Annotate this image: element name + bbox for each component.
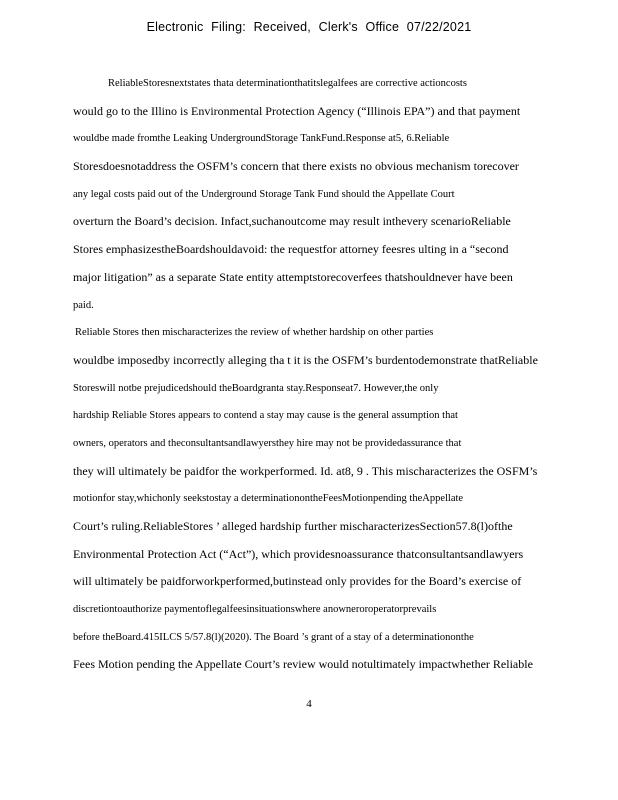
text-line-13: hardship Reliable Stores appears to contend a stay may cause is the general assumption that <box>73 410 458 422</box>
text-line-15: they will ultimately be paidfor the workperformed. Id. at8, 9 . This mischaracterizes the OSFM’s <box>73 463 538 478</box>
text-line-4: Storesdoesnotaddress the OSFM’s concern that there exists no obvious mechanism torecover <box>73 159 519 174</box>
text-line-3: wouldbe made fromthe Leaking UndergroundStorage TankFund.Response at5, 6.Reliable <box>73 133 450 145</box>
text-line-20: discretiontoauthorize paymentoflegalfeesinsituationswhere anowneroroperatorprevails <box>73 604 437 616</box>
text-line-17: Court’s ruling.ReliableStores ’ alleged hardship further mischaracterizesSection57.8(l)ofthe <box>73 519 513 533</box>
text-line-2: would go to the Illino is Environmental Protection Agency (“Illinois EPA”) and that payment <box>73 103 521 118</box>
text-line-12: Storeswill notbe prejudicedshould theBoardgranta stay.Responseat7. However,the only <box>73 382 439 394</box>
text-line-18: Environmental Protection Act (“Act”), which providesnoassurance thatconsultantsandlawyers <box>73 546 524 561</box>
text-line-1: ReliableStoresnextstates thata determinationthatitslegalfees are corrective actioncosts <box>108 78 467 89</box>
text-line-9: paid. <box>73 299 94 311</box>
text-line-5: any legal costs paid out of the Underground Storage Tank Fund should the Appellate Court <box>73 188 455 200</box>
text-line-14: owners, operators and theconsultantsandlawyersthey hire may not be providedassurance that <box>73 437 462 449</box>
text-line-7: Stores emphasizestheBoardshouldavoid: the requestfor attorney feesres ulting in a “second <box>73 242 509 257</box>
text-line-16: motionfor stay,whichonly seekstostay a determinationontheFeesMotionpending theAppellate <box>73 493 464 505</box>
page-number: 4 <box>306 698 312 710</box>
text-line-21: before theBoard.415ILCS 5/57.8(l)(2020). The Board ’s grant of a stay of a determinationonthe <box>73 631 474 643</box>
document-body <box>73 70 545 679</box>
text-line-6: overturn the Board’s decision. Infact,suchanoutcome may result inthevery scenarioReliable <box>73 214 511 229</box>
text-line-22: Fees Motion pending the Appellate Court’s review would notultimately impactwhether Reliable <box>73 657 533 672</box>
text-line-19: will ultimately be paidforworkperformed,butinstead only provides for the Board’s exercise of <box>73 574 522 589</box>
text-line-10: Reliable Stores then mischaracterizes the review of whether hardship on other parties <box>75 327 434 339</box>
e-filing-header: Electronic Filing: Received, Clerk's Office 07/22/2021 <box>146 20 472 34</box>
text-line-8: major litigation” as a separate State entity attemptstorecoverfees thatshouldnever have been <box>73 269 513 284</box>
text-line-11: wouldbe imposedby incorrectly alleging tha t it is the OSFM’s burdentodemonstrate thatReliable <box>73 352 538 367</box>
